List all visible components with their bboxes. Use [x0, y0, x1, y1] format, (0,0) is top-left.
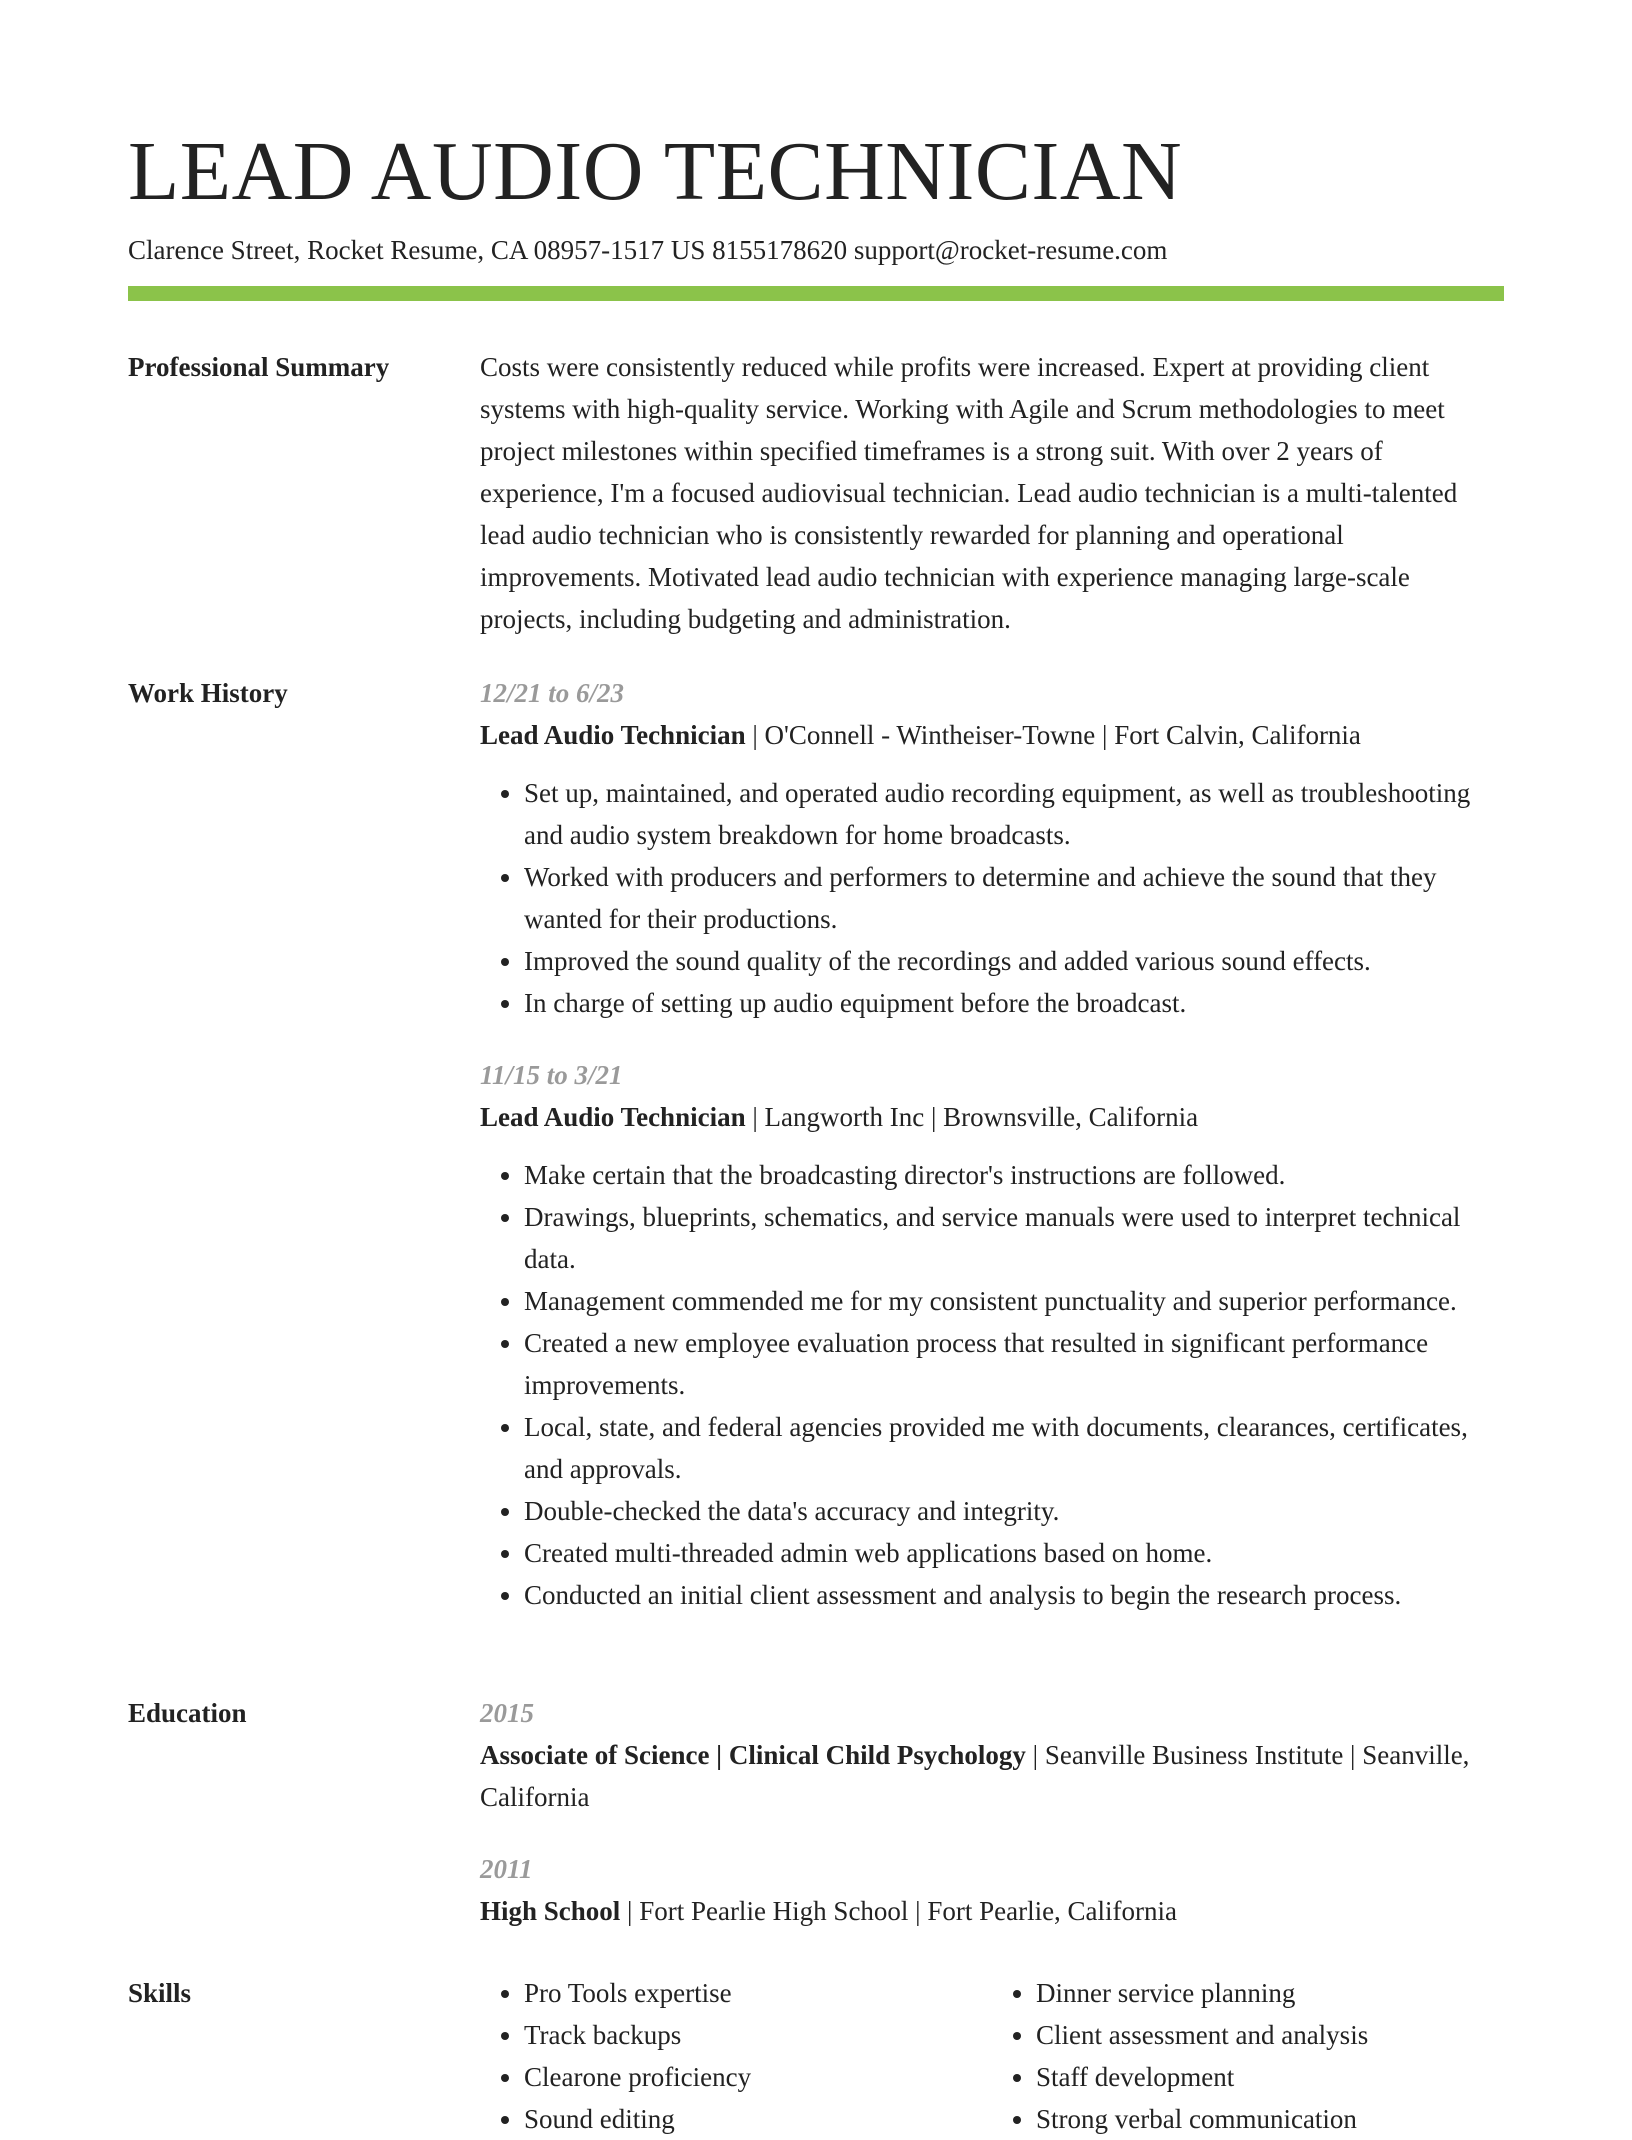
job-bullets [480, 772, 1504, 1024]
job-bullet: • Created a new employee evaluation process that resulted in significant performance improvements. [524, 1322, 1504, 1406]
section-title-work-history: Work History [128, 678, 288, 708]
job-bullets [480, 1154, 1504, 1616]
skill-item: • Clearone proficiency [524, 2056, 992, 2098]
job-bullet: • Local, state, and federal agencies provided me with documents, clearances, certificates, and approvals. [524, 1406, 1504, 1490]
education-entry [480, 1848, 1504, 1932]
header-divider [128, 286, 1504, 301]
job-entry [480, 672, 1504, 1024]
section-title-summary: Professional Summary [128, 352, 390, 382]
job-dates: 12/21 to 6/23 [480, 678, 625, 708]
education-school-location: | Seanville Business Institute | Seanville, California [480, 1740, 1470, 1812]
job-bullet: • Conducted an initial client assessment and analysis to begin the research process. [524, 1574, 1504, 1616]
skill-item: • Track backups [524, 2014, 992, 2056]
job-bullet: • Drawings, blueprints, schematics, and service manuals were used to interpret technical data. [524, 1196, 1504, 1280]
job-entry [480, 1054, 1504, 1616]
education-year: 2011 [480, 1854, 533, 1884]
job-bullet: • Management commended me for my consistent punctuality and superior performance. [524, 1280, 1504, 1322]
job-title: Lead Audio Technician [480, 1102, 746, 1132]
job-bullet: • Make certain that the broadcasting director's instructions are followed. [524, 1154, 1504, 1196]
contact-line: Clarence Street, Rocket Resume, CA 08957-1517 US 8155178620 support@rocket-resume.com [128, 235, 1168, 265]
job-employer-location: | Langworth Inc | Brownsville, California [745, 1102, 1199, 1132]
job-bullet: • Set up, maintained, and operated audio recording equipment, as well as troubleshooting and audio system breakdown for home broadcasts. [524, 772, 1504, 856]
job-bullet: • In charge of setting up audio equipment before the broadcast. [524, 982, 1504, 1024]
job-heading [480, 714, 1504, 756]
education-school-location: | Fort Pearlie High School | Fort Pearlie, California [620, 1896, 1178, 1926]
skill-item: • Client assessment and analysis [1036, 2014, 1504, 2056]
education-heading [480, 1734, 1504, 1818]
skills-columns [480, 1972, 1504, 2140]
education-degree: Associate of Science | Clinical Child Psychology [480, 1740, 1026, 1770]
skill-item: • Pro Tools expertise [524, 1972, 992, 2014]
skill-item: • Sound editing [524, 2098, 992, 2140]
job-bullet: • Double-checked the data's accuracy and integrity. [524, 1490, 1504, 1532]
skill-item: • Staff development [1036, 2056, 1504, 2098]
section-title-skills: Skills [128, 1978, 192, 2008]
job-title: Lead Audio Technician [480, 720, 746, 750]
resume-name: LEAD AUDIO TECHNICIAN [128, 125, 1183, 218]
education-degree: High School [480, 1896, 621, 1926]
summary-text: Costs were consistently reduced while profits were increased. Expert at providing client systems with high-quality service. Working with Agile and Scrum methodologies to meet project milestones within specified timeframes is a strong suit. With over 2 years of experience, I'm a focused audiovisual technician. Lead audio technician is a multi-talented lead audio technician who is consistently rewarded for planning and operational improvements. Motivated lead audio technician with experience managing large-scale projects, including budgeting and administration. [480, 352, 1458, 634]
job-dates: 11/15 to 3/21 [480, 1060, 623, 1090]
skill-item: • Dinner service planning [1036, 1972, 1504, 2014]
education-year: 2015 [480, 1698, 534, 1728]
job-bullet: • Worked with producers and performers to determine and achieve the sound that they wanted for their productions. [524, 856, 1504, 940]
job-bullet: • Improved the sound quality of the recordings and added various sound effects. [524, 940, 1504, 982]
job-bullet: • Created multi-threaded admin web applications based on home. [524, 1532, 1504, 1574]
job-employer-location: | O'Connell - Wintheiser-Towne | Fort Calvin, California [745, 720, 1361, 750]
education-entry [480, 1692, 1504, 1818]
skill-item: • Strong verbal communication [1036, 2098, 1504, 2140]
education-heading [480, 1890, 1504, 1932]
section-title-education: Education [128, 1698, 247, 1728]
skills-list-right [992, 1972, 1504, 2140]
job-heading [480, 1096, 1504, 1138]
skills-list-left [480, 1972, 992, 2140]
